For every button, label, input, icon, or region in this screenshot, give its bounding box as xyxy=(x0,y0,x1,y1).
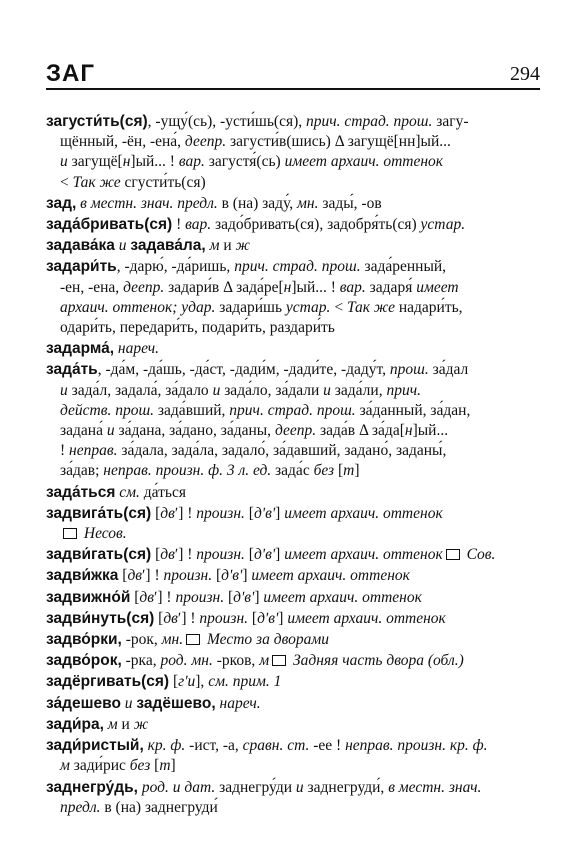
entry-text: ], xyxy=(195,673,209,691)
grammar-label: и xyxy=(323,381,331,399)
entry-headword: зади́ристый, xyxy=(46,737,144,755)
grammar-label: и xyxy=(106,422,115,440)
entry-headword: заднегру́дь, xyxy=(46,778,138,796)
entry-text: -рков, xyxy=(212,652,260,670)
dictionary-entry xyxy=(46,545,542,565)
entry-text: ʹ] ! xyxy=(154,588,176,606)
grammar-label: и xyxy=(60,153,68,171)
grammar-label: гʹи xyxy=(178,673,196,691)
entry-text: загущё[ xyxy=(67,153,123,171)
entry-text: [ xyxy=(130,588,140,606)
entry-text: зада́ло, за́дали xyxy=(220,381,324,399)
grammar-label: н xyxy=(283,278,292,296)
grammar-label: прич. страд. прош. xyxy=(306,113,433,130)
entry-text: задо́бривать(ся), задобря́ть(ся) xyxy=(211,216,421,234)
entry-text: зади́рис xyxy=(69,757,130,775)
grammar-label: Задняя часть двора (обл.) xyxy=(289,652,464,670)
grammar-label: произн. xyxy=(196,504,245,522)
entry-text: заднегруди́, xyxy=(303,778,389,796)
entry-text: ʹ] ! xyxy=(174,504,197,522)
entry-text: зада́в Δ за́да[ xyxy=(316,422,405,440)
dictionary-entry xyxy=(46,339,542,359)
entry-line xyxy=(46,483,542,503)
entry-text: надари́ть, xyxy=(394,298,463,316)
entry-text: зада́л, задала́, за́дало xyxy=(67,381,213,399)
entry-text: ] xyxy=(275,504,285,522)
entry-text: [ xyxy=(154,609,164,627)
entry-text: и xyxy=(117,715,134,733)
grammar-label: мн. xyxy=(161,631,184,649)
entry-line xyxy=(60,401,542,421)
dictionary-entry xyxy=(46,566,542,586)
entry-line xyxy=(46,566,542,586)
grammar-label: устар. xyxy=(420,216,466,234)
entry-text: задана́ xyxy=(60,422,107,440)
entry-line xyxy=(46,194,542,214)
entry-text: ] xyxy=(354,462,360,480)
dictionary-entry xyxy=(46,651,542,671)
entry-text: ]ый... xyxy=(412,422,449,440)
grammar-label: вар. xyxy=(178,153,205,171)
dictionary-entry xyxy=(46,360,542,481)
entry-text: за́дав; xyxy=(60,462,104,480)
entry-headword: задви́жка xyxy=(46,567,119,585)
grammar-label: прич. xyxy=(386,381,421,399)
grammar-label: дʹвʹ xyxy=(221,567,243,585)
entry-text: -ист, -а, xyxy=(185,737,243,755)
definition-box-icon xyxy=(446,549,460,560)
entry-line xyxy=(60,524,542,544)
grammar-label: Так же xyxy=(346,298,395,316)
entry-text: [ xyxy=(244,504,254,522)
entry-text: загу- xyxy=(432,113,469,130)
entry-text: [ xyxy=(244,546,254,564)
grammar-label: неправ. произн. кр. ф. xyxy=(345,737,488,755)
entry-line xyxy=(46,778,542,798)
grammar-label: неправ. произн. ф. 3 л. ед. xyxy=(103,462,272,480)
dictionary-entry xyxy=(46,194,542,214)
entry-headword: задава́ла, xyxy=(130,237,206,255)
entry-text: заднегру́ди xyxy=(215,778,296,796)
grammar-label: имеет архаич. оттенок xyxy=(284,153,444,171)
grammar-label: Несов. xyxy=(80,525,127,543)
entry-headword: задви́гать(ся) xyxy=(46,546,152,564)
definition-box-icon xyxy=(272,655,286,666)
entry-line xyxy=(46,257,542,277)
entry-text: зада́вший, xyxy=(154,401,230,419)
entry-line xyxy=(46,215,542,235)
grammar-label: н xyxy=(122,153,131,171)
grammar-label: произн. xyxy=(196,546,245,564)
entry-line xyxy=(46,694,542,714)
grammar-label: род. мн. xyxy=(160,652,213,670)
grammar-label: дв xyxy=(139,588,154,606)
entry-line xyxy=(46,504,542,524)
entry-headword: задёшево, xyxy=(136,694,216,712)
entry-text: одари́ть, передари́ть, подари́ть, раздари́ть xyxy=(60,319,335,337)
entry-line xyxy=(60,278,542,298)
entry-text: загустя́(сь) xyxy=(204,153,285,171)
grammar-label: вар. xyxy=(339,278,366,296)
entries-column xyxy=(46,112,542,819)
entry-headword: зада́ть xyxy=(46,361,98,379)
grammar-label: дʹвʹ xyxy=(253,546,276,564)
grammar-label: дʹвʹ xyxy=(233,588,255,606)
dictionary-entry xyxy=(46,694,542,714)
entry-text: ] xyxy=(254,588,264,606)
grammar-label: см. xyxy=(115,483,140,501)
entry-text: [ xyxy=(224,588,234,606)
grammar-label: действ. прош. xyxy=(60,401,155,419)
entry-line xyxy=(46,360,542,380)
definition-box-icon xyxy=(63,528,77,539)
entry-headword: задарма́, xyxy=(46,340,115,358)
dictionary-entry xyxy=(46,736,542,776)
grammar-label: дв xyxy=(163,609,178,627)
entry-line xyxy=(46,715,542,735)
entry-text: [ xyxy=(212,567,222,585)
entry-text: ]ый... ! xyxy=(291,278,340,296)
entry-headword: задво́рок, xyxy=(46,652,122,670)
grammar-label: деепр. xyxy=(274,422,317,440)
grammar-label: в местн. знач. предл. xyxy=(76,194,218,212)
grammar-label: дв xyxy=(160,546,175,564)
grammar-label: м xyxy=(259,652,270,670)
entry-text: и xyxy=(219,237,236,255)
entry-text: , -дарю́, -да́ришь, xyxy=(116,258,235,276)
grammar-label: прош. xyxy=(389,361,429,379)
grammar-label: архаич. оттенок; xyxy=(60,298,178,316)
entry-text: [ xyxy=(151,546,161,564)
grammar-label: ж xyxy=(133,715,149,733)
entry-text: ]ый... ! xyxy=(130,153,179,171)
dictionary-entry xyxy=(46,588,542,608)
entry-headword: задвига́ть(ся) xyxy=(46,504,152,522)
entry-line xyxy=(60,421,542,441)
grammar-label: произн. xyxy=(175,588,225,606)
entry-text: ] xyxy=(278,609,288,627)
entry-text: , -ущу́(сь), -усти́шь(ся), xyxy=(147,113,306,130)
entry-text: в (на) заднегруди́ xyxy=(100,798,218,816)
entry-text: [ xyxy=(150,757,160,775)
entry-headword: зада́ться xyxy=(46,483,116,501)
entry-text: зада́ли, xyxy=(330,381,387,399)
entry-line xyxy=(46,112,542,132)
grammar-label: кр. ф. xyxy=(143,737,186,755)
dictionary-entry xyxy=(46,630,542,650)
entry-text: в (на) заду́, xyxy=(217,194,298,212)
grammar-label: нареч. xyxy=(215,694,261,712)
grammar-label: произн. xyxy=(163,567,213,585)
entry-text: [ xyxy=(151,504,161,522)
grammar-label: без xyxy=(313,462,335,480)
entry-line xyxy=(60,798,542,818)
dictionary-entry xyxy=(46,112,542,193)
grammar-label: сравн. ст. xyxy=(242,737,310,755)
entry-text: , -да́м, -да́шь, -да́ст, -дади́м, -дади́те, -даду́т, xyxy=(97,361,390,379)
entry-line xyxy=(46,339,542,359)
grammar-label: деепр. xyxy=(184,133,227,151)
grammar-label: имеет архаич. оттенок xyxy=(287,609,446,627)
dictionary-entry xyxy=(46,504,542,544)
dictionary-entry xyxy=(46,236,542,256)
entry-line xyxy=(60,152,542,172)
grammar-label: род. и дат. xyxy=(137,778,216,796)
grammar-label: неправ. xyxy=(69,442,118,460)
entry-text: -ен, -ена, xyxy=(60,278,124,296)
entry-line xyxy=(60,381,542,401)
entry-line xyxy=(60,756,542,776)
dictionary-entry xyxy=(46,609,542,629)
grammar-label: предл. xyxy=(60,798,101,816)
entry-line xyxy=(60,298,542,318)
entry-line xyxy=(46,545,542,565)
entry-text: за́дал xyxy=(428,361,469,379)
grammar-label: м xyxy=(60,757,70,775)
entry-headword: задари́ть xyxy=(46,258,117,276)
entry-text: -рок, xyxy=(121,631,162,649)
grammar-label: имеет архаич. оттенок xyxy=(263,588,422,606)
entry-text: -рка, xyxy=(121,652,161,670)
grammar-label: устар. xyxy=(285,298,331,316)
grammar-label: ж xyxy=(235,237,250,255)
grammar-label: и xyxy=(114,237,131,255)
grammar-label: нареч. xyxy=(114,340,160,358)
grammar-label: вар. xyxy=(185,216,212,234)
entry-line xyxy=(60,173,542,193)
entry-line xyxy=(46,630,542,650)
entry-line xyxy=(46,651,542,671)
entry-text: ! xyxy=(60,442,70,460)
dictionary-entry xyxy=(46,257,542,338)
entry-text: зада́с xyxy=(271,462,314,480)
grammar-label: дв xyxy=(160,504,175,522)
grammar-label: деепр. xyxy=(123,278,165,296)
entry-text: [ xyxy=(118,567,128,585)
entry-text: ] xyxy=(170,757,176,775)
grammar-label: Место за дворами xyxy=(203,631,329,649)
entry-line xyxy=(60,441,542,461)
grammar-label: м xyxy=(103,715,118,733)
dictionary-entry xyxy=(46,483,542,503)
grammar-label: прич. страд. прош. xyxy=(234,258,361,276)
entry-text: ] xyxy=(275,546,285,564)
entry-headword: за́дешево xyxy=(46,694,121,712)
entry-text: ] xyxy=(242,567,252,585)
entry-line xyxy=(60,318,542,338)
grammar-label: т xyxy=(343,462,355,480)
entry-line xyxy=(60,461,542,481)
entry-line xyxy=(46,609,542,629)
entry-headword: загусти́ть(ся) xyxy=(46,113,148,130)
entry-text: да́ться xyxy=(139,483,186,501)
entry-text: загусти́в(шись) Δ загущё[нн]ый... xyxy=(226,133,451,151)
entry-text: ʹ] ! xyxy=(174,546,197,564)
grammar-label: имеет архаич. оттенок xyxy=(284,504,443,522)
entry-line xyxy=(60,132,542,152)
entry-text: за́дана, за́дано, за́даны, xyxy=(114,422,275,440)
entry-text: -ее ! xyxy=(309,737,346,755)
entry-line xyxy=(46,236,542,256)
grammar-label: Сов. xyxy=(462,546,496,564)
entry-line xyxy=(46,672,542,692)
grammar-label: и xyxy=(212,381,221,399)
entry-text: [ xyxy=(169,673,179,691)
entry-headword: зад, xyxy=(46,194,77,212)
entry-headword: зада́бривать(ся) xyxy=(46,216,173,234)
page-number: 294 xyxy=(510,63,540,85)
grammar-label: удар. xyxy=(181,298,216,316)
entry-headword: задви́нуть(ся) xyxy=(46,609,155,627)
dictionary-entry xyxy=(46,778,542,818)
entry-text: зады́, -ов xyxy=(318,194,382,212)
entry-text: зада́ренный, xyxy=(360,258,447,276)
entry-text: задари́в Δ зада́ре[ xyxy=(164,278,284,296)
grammar-label: м xyxy=(205,237,220,255)
entry-text: за́данный, за́дан, xyxy=(355,401,471,419)
entry-text: ʹ] ! xyxy=(177,609,200,627)
entry-text: задари́шь xyxy=(215,298,286,316)
grammar-label: дʹвʹ xyxy=(257,609,279,627)
entry-text: [ xyxy=(334,462,344,480)
grammar-label: без xyxy=(129,757,151,775)
grammar-label: т xyxy=(159,757,171,775)
entry-headword: задёргивать(ся) xyxy=(46,673,170,691)
grammar-label: дʹвʹ xyxy=(253,504,276,522)
grammar-label: имеет xyxy=(416,278,459,296)
grammar-label: Так же xyxy=(72,173,121,191)
grammar-label: см. прим. 1 xyxy=(208,673,282,691)
grammar-label: и xyxy=(295,778,304,796)
entry-headword: задво́рки, xyxy=(46,631,122,649)
dictionary-entry xyxy=(46,672,542,692)
running-headword: ЗАГ xyxy=(46,60,95,87)
entry-line xyxy=(46,736,542,756)
entry-line xyxy=(46,588,542,608)
entry-text: щённый, -ён, -ена́, xyxy=(60,133,185,151)
grammar-label: произн. xyxy=(199,609,249,627)
entry-headword: задвижно́й xyxy=(46,588,131,606)
entry-text: сгусти́ть(ся) xyxy=(120,173,206,191)
entry-headword: зади́ра, xyxy=(46,715,104,733)
running-header xyxy=(46,50,540,90)
entry-text: < xyxy=(60,173,73,191)
entry-text: ʹ] ! xyxy=(142,567,164,585)
entry-text: < xyxy=(330,298,347,316)
grammar-label: и xyxy=(60,381,68,399)
dictionary-entry xyxy=(46,715,542,735)
grammar-label: и xyxy=(120,694,137,712)
entry-text: [ xyxy=(248,609,258,627)
grammar-label: прич. страд. прош. xyxy=(229,401,356,419)
dictionary-entry xyxy=(46,215,542,235)
entry-headword: задава́ка xyxy=(46,237,115,255)
grammar-label: мн. xyxy=(297,194,319,212)
header-rule xyxy=(46,88,540,90)
grammar-label: н xyxy=(404,422,413,440)
entry-text: ! xyxy=(172,216,186,234)
grammar-label: имеет архаич. оттенок xyxy=(251,567,410,585)
entry-text: задаря́ xyxy=(365,278,417,296)
grammar-label: имеет архаич. оттенок xyxy=(284,546,443,564)
grammar-label: дв xyxy=(127,567,143,585)
entry-text: за́дала, зада́ла, задало́, за́давший, задано́, заданы́, xyxy=(117,442,447,460)
grammar-label: в местн. знач. xyxy=(388,778,482,796)
definition-box-icon xyxy=(186,634,200,645)
